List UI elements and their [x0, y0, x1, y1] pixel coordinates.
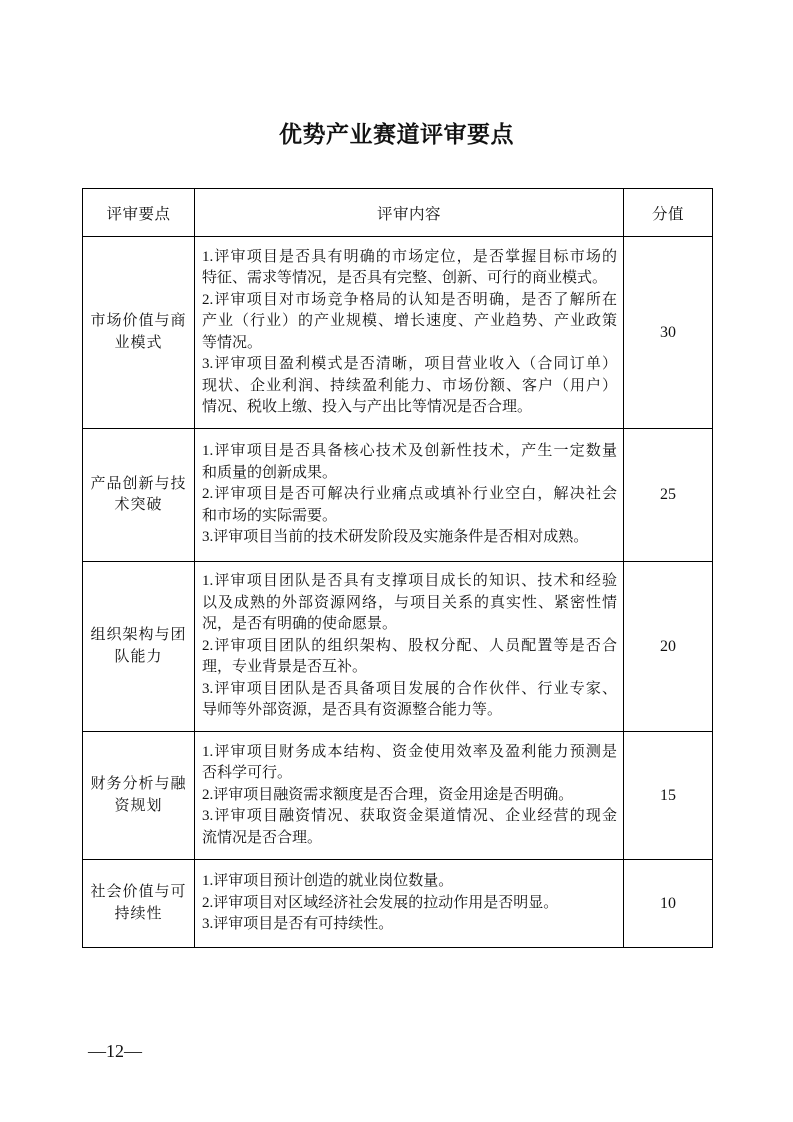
- content-item: [202, 806, 617, 849]
- content-cell: [195, 562, 624, 732]
- content-line: 等情况。: [202, 334, 263, 351]
- content-line: 情况、税收上缴、投入与产出比等情况是否合理。: [202, 399, 533, 415]
- content-item: [202, 571, 617, 636]
- document-title: 优势产业赛道评审要点: [279, 122, 514, 147]
- criterion-cell: [83, 237, 195, 429]
- content-item: [202, 247, 617, 290]
- score-cell: [624, 562, 713, 732]
- content-cell: [195, 237, 624, 429]
- table-row: [83, 429, 713, 562]
- header-criterion: 评审要点: [83, 189, 195, 237]
- content-item: [202, 914, 617, 936]
- criterion-cell: [83, 429, 195, 562]
- content-item: [202, 742, 617, 785]
- table-row: [83, 237, 713, 429]
- score-value: 20: [660, 637, 676, 655]
- content-item: [202, 484, 617, 527]
- content-item: [202, 354, 617, 419]
- header-content: 评审内容: [195, 189, 624, 237]
- content-item: [202, 290, 617, 355]
- content-line: 流情况是否合理。: [202, 829, 323, 846]
- content-line: 和质量的创新成果。: [202, 464, 338, 481]
- content-item: [202, 636, 617, 679]
- page-number: —12—: [88, 1041, 142, 1061]
- content-line: 1.评审项目团队是否具有支撑项目成长的知识、技术和经验: [202, 573, 617, 590]
- content-line: 理，专业背景是否互补。: [202, 659, 368, 676]
- content-line: 否科学可行。: [202, 765, 293, 782]
- content-line: 3.评审项目当前的技术研发阶段及实施条件是否相对成熟。: [202, 529, 589, 546]
- content-line: 特征、需求等情况，是否具有完整、创新、可行的商业模式。: [202, 270, 608, 286]
- content-item: [202, 871, 617, 893]
- content-line: 3.评审项目是否有可持续性。: [202, 916, 394, 933]
- score-value: 30: [660, 323, 676, 341]
- content-line: 3.评审项目盈利模式是否清晰，项目营业收入（合同订单）: [202, 356, 617, 372]
- content-line: 以及成熟的外部资源网络，与项目关系的真实性、紧密性情: [202, 594, 617, 611]
- content-line: 况，是否有明确的使命愿景。: [202, 616, 398, 633]
- score-cell: [624, 237, 713, 429]
- content-line: 1.评审项目财务成本结构、资金使用效率及盈利能力预测是: [202, 743, 617, 760]
- review-criteria-table: [82, 188, 713, 948]
- content-item: [202, 527, 617, 549]
- content-line: 3.评审项目融资情况、获取资金渠道情况、企业经营的现金: [202, 808, 617, 825]
- table-row: [83, 562, 713, 732]
- header-score: 分值: [624, 189, 713, 237]
- content-line: 1.评审项目预计创造的就业岗位数量。: [202, 873, 454, 890]
- content-cell: [195, 429, 624, 562]
- content-line: 2.评审项目对市场竞争格局的认知是否明确，是否了解所在: [202, 291, 617, 308]
- criterion-text: 财务分析与融资规划: [90, 776, 187, 814]
- criterion-text: 产品创新与技术突破: [90, 475, 187, 513]
- table-body: [83, 237, 713, 948]
- content-line: 1.评审项目是否具有明确的市场定位，是否掌握目标市场的: [202, 248, 617, 265]
- table-row: [83, 860, 713, 948]
- table-row: [83, 732, 713, 860]
- score-cell: [624, 732, 713, 860]
- content-line: 导师等外部资源，是否具有资源整合能力等。: [202, 702, 503, 719]
- content-line: 3.评审项目团队是否具备项目发展的合作伙伴、行业专家、: [202, 680, 617, 697]
- score-cell: [624, 429, 713, 562]
- score-value: 25: [660, 486, 676, 503]
- criterion-cell: [83, 732, 195, 860]
- header-row: [83, 189, 713, 237]
- content-item: [202, 441, 617, 484]
- criterion-text: 市场价值与商业模式: [90, 313, 187, 351]
- content-item: [202, 785, 617, 807]
- content-line: 产业（行业）的产业规模、增长速度、产业趋势、产业政策: [202, 313, 617, 329]
- content-cell: [195, 860, 624, 948]
- content-line: 现状、企业利润、持续盈利能力、市场份额、客户（用户）: [202, 377, 617, 394]
- content-cell: [195, 732, 624, 860]
- content-line: 2.评审项目对区域经济社会发展的拉动作用是否明显。: [202, 894, 559, 911]
- table-header: [83, 189, 713, 237]
- content-line: 2.评审项目融资需求额度是否合理，资金用途是否明确。: [202, 786, 574, 803]
- content-line: 1.评审项目是否具备核心技术及创新性技术，产生一定数量: [202, 443, 617, 460]
- criterion-cell: [83, 562, 195, 732]
- score-value: 15: [660, 786, 676, 804]
- score-cell: [624, 860, 713, 948]
- criterion-cell: [83, 860, 195, 948]
- criterion-text: 社会价值与可持续性: [90, 884, 187, 922]
- content-item: [202, 893, 617, 915]
- content-item: [202, 679, 617, 722]
- score-value: 10: [660, 894, 676, 912]
- criterion-text: 组织架构与团队能力: [90, 627, 187, 665]
- content-line: 2.评审项目团队的组织架构、股权分配、人员配置等是否合: [202, 637, 617, 654]
- content-line: 和市场的实际需要。: [202, 507, 338, 524]
- content-line: 2.评审项目是否可解决行业痛点或填补行业空白，解决社会: [202, 486, 617, 503]
